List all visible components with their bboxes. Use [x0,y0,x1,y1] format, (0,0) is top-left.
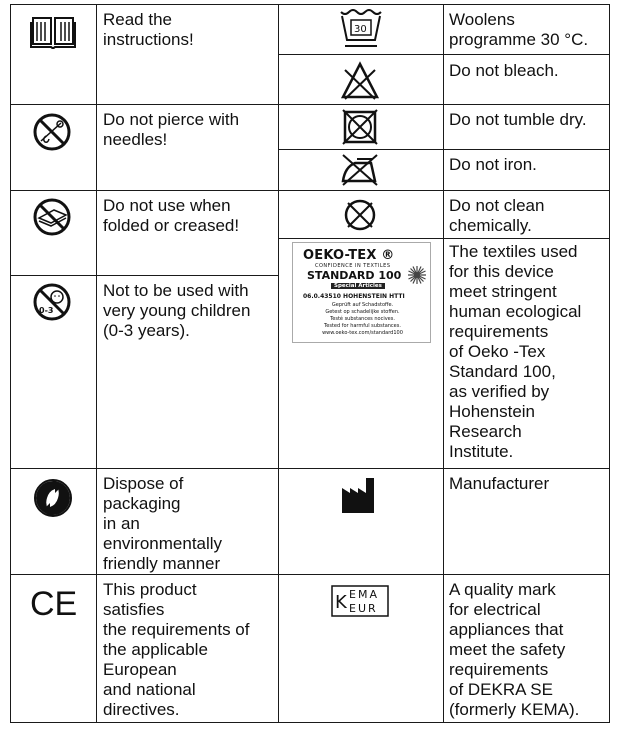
woolens-text: Woolens programme 30 °C. [449,10,589,49]
no-iron-text: Do not iron. [449,155,537,174]
read-instructions-icon [30,14,76,50]
row-divider-right-6 [278,468,610,469]
table-border-bottom [10,722,610,723]
oeko-flower-icon [407,265,427,289]
row-divider-right-5 [278,238,610,239]
column-divider-3 [443,4,444,723]
oeko-tex-label-icon [292,242,431,343]
manufacturer-text: Manufacturer [449,474,550,493]
kema-k-label: K [335,592,347,613]
oeko-title: OEKO-TEX ® [303,248,395,263]
row-divider-left-3 [10,275,279,276]
oeko-number: 06.0.43510 HOHENSTEIN HTTI [303,293,405,300]
kema-top-label: EMA [349,588,379,601]
recycle-text: Dispose of packaging in an environmentally friendly manner [103,474,223,573]
no-needles-icon [32,112,72,152]
row-divider-left-4 [10,468,279,469]
no-iron-icon [339,153,381,187]
wash-30-icon [339,8,383,50]
no-tumble-dry-text: Do not tumble dry. [449,110,587,129]
no-young-children-text: Not to be used with very young children (0-3 years). [103,281,251,340]
row-divider-left-2 [10,190,279,191]
age-0-3-label: 0-3 [39,306,54,315]
ce-text: This product satisfies the requirements of the applicable European and national directives. [103,580,250,719]
oeko-standard: STANDARD 100 [307,269,402,282]
table-border-top [10,4,610,5]
ce-mark-icon [30,586,78,620]
row-divider-right-2 [278,104,610,105]
column-divider-1 [96,4,97,723]
oeko-subtitle: CONFIDENCE IN TEXTILES [315,263,391,269]
row-divider-left-1 [10,104,279,105]
ce-mark-label: CE [30,586,78,620]
kema-keur-icon [331,585,389,617]
oeko-lines: Geprüft auf Schadstoffe. Getest op schadelijke stoffen. Testé substances nocives. Tested for harmful substances. www.oeko-tex.com/standard100 [322,302,403,336]
read-instructions-text: Read the instructions! [103,10,194,49]
no-young-children-icon [32,282,72,322]
row-divider-right-3 [278,149,610,150]
row-divider-right-7 [278,574,610,575]
row-divider-left-5 [10,574,279,575]
table-border-right [609,4,610,723]
row-divider-right-1 [278,54,610,55]
row-divider-right-4 [278,190,610,191]
no-bleach-icon [340,60,380,100]
no-dry-clean-icon [342,198,378,232]
oeko-special: Special Articles [331,283,385,289]
kema-text: A quality mark for electrical appliances that meet the safety requirements of DEKRA SE (formerly KEMA). [449,580,580,719]
no-folded-use-icon [32,197,72,237]
recycle-icon [34,477,72,519]
no-dry-clean-text: Do not clean chemically. [449,196,545,235]
no-needles-text: Do not pierce with needles! [103,110,240,149]
wash-temp-label: 30 [354,24,367,35]
manufacturer-icon [341,476,381,514]
kema-bottom-label: EUR [349,602,378,615]
no-bleach-text: Do not bleach. [449,61,559,80]
no-folded-use-text: Do not use when folded or creased! [103,196,240,235]
no-tumble-dry-icon [341,108,379,146]
table-border-left [10,4,11,723]
oeko-tex-text: The textiles used for this device meet stringent human ecological requirements of Oeko -Tex Standard 100, as verified by Hohenstein Research Institute. [449,242,582,461]
column-divider-2 [278,4,279,723]
